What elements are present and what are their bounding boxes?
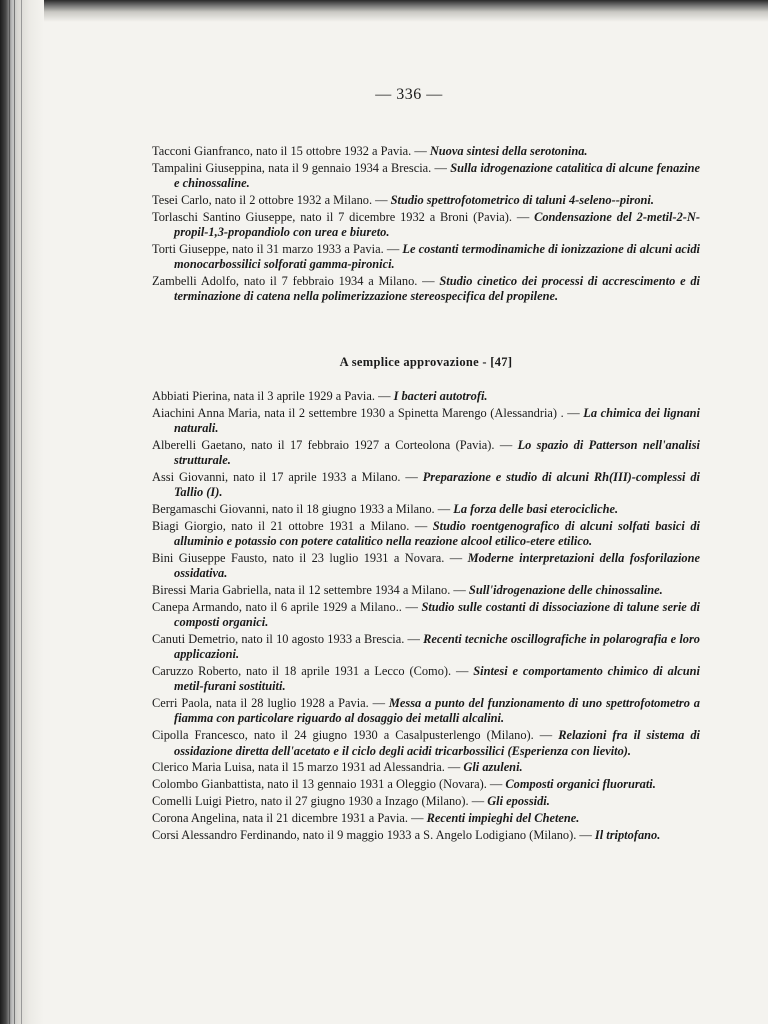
entry-thesis-title: Condensazione del 2-metil-2-N-propil-1,3-propandiolo con urea e biureto.	[174, 209, 700, 239]
entry-person: Caruzzo Roberto, nato il 18 aprile 1931 a Lecco (Como). —	[152, 664, 474, 679]
entry-thesis-title: Studio roentgenografico di alcuni solfati basici di alluminio e potassio con potere catalitico nella reazione alcool etilico-etere etilico.	[174, 518, 700, 549]
list-entry	[152, 583, 700, 598]
entry-thesis-title: Gli epossidi.	[487, 793, 550, 808]
entry-thesis-title: Il triptofano.	[594, 827, 661, 842]
list-entry	[152, 406, 700, 437]
entry-thesis-title: Composti organici fluorurati.	[505, 777, 656, 792]
entry-thesis-title: Sulla idrogenazione catalitica di alcune fenazine e chinossaline.	[174, 160, 700, 191]
entry-thesis-title: Gli azuleni.	[463, 760, 523, 775]
list-entry	[152, 551, 700, 582]
entry-person: Cipolla Francesco, nato il 24 giugno 1930 a Casalpusterlengo (Milano). —	[152, 728, 559, 743]
entry-person: Colombo Gianbattista, nato il 13 gennaio 1931 a Oleggio (Novara). —	[152, 777, 506, 792]
entry-thesis-title: La chimica dei lignani naturali.	[174, 405, 700, 436]
entry-person: Biagi Giorgio, nato il 21 ottobre 1931 a Milano. —	[152, 518, 433, 533]
entry-thesis-title: Preparazione e studio di alcuni Rh(III)-complessi di Tallio (I).	[174, 469, 700, 500]
list-entry	[152, 502, 700, 517]
list-entry	[152, 519, 700, 550]
entry-person: Cerri Paola, nata il 28 luglio 1928 a Pavia. —	[152, 696, 389, 711]
list-entry	[152, 274, 700, 305]
section-heading: A semplice approvazione - [47]	[339, 355, 513, 369]
entry-thesis-title: Sintesi e comportamento chimico di alcuni metil-furani sostituiti.	[174, 664, 700, 694]
entry-thesis-title: Recenti impieghi del Chetene.	[426, 810, 580, 825]
entry-thesis-title: Studio cinetico dei processi di accrescimento e di terminazione di catena nella polimerizzazione stereospecifica del propilene.	[174, 273, 701, 304]
entry-thesis-title: Relazioni fra il sistema di ossidazione diretta dell'acetato e il ciclo degli acidi tricarbossilici (Esperienza con lievito).	[174, 728, 701, 758]
entry-person: Biressi Maria Gabriella, nata il 12 settembre 1934 a Milano. —	[152, 583, 469, 598]
entry-person: Bini Giuseppe Fausto, nato il 23 luglio 1931 a Novara. —	[152, 550, 468, 565]
list-entry	[152, 664, 700, 695]
list-entry	[152, 794, 700, 809]
list-entry	[152, 193, 700, 208]
entry-list-semplice-approvazione	[152, 389, 700, 844]
list-entry	[152, 760, 700, 775]
entry-thesis-title: Sull'idrogenazione delle chinossaline.	[468, 583, 663, 598]
entry-person: Tacconi Gianfranco, nato il 15 ottobre 1932 a Pavia. —	[152, 144, 430, 158]
list-entry	[152, 811, 700, 826]
entry-person: Bergamaschi Giovanni, nato il 18 giugno 1933 a Milano. —	[152, 502, 454, 517]
entry-person: Canuti Demetrio, nato il 10 agosto 1933 a Brescia. —	[152, 631, 424, 646]
entry-thesis-title: Messa a punto del funzionamento di uno spettrofotometro a fiamma con particolare riguardo al dosaggio dei metalli alcalini.	[174, 696, 700, 726]
entry-person: Alberelli Gaetano, nato il 17 febbraio 1927 a Corteolona (Pavia). —	[152, 437, 518, 452]
entry-person: Aiachini Anna Maria, nata il 2 settembre 1930 a Spinetta Marengo (Alessandria) . —	[152, 405, 584, 420]
entry-person: Corsi Alessandro Ferdinando, nato il 9 maggio 1933 a S. Angelo Lodigiano (Milano). —	[152, 827, 595, 842]
entry-person: Clerico Maria Luisa, nata il 15 marzo 1931 ad Alessandria. —	[152, 760, 464, 775]
entry-thesis-title: Studio spettrofotometrico di taluni 4-seleno--pironi.	[390, 192, 654, 207]
entry-person: Abbiati Pierina, nata il 3 aprile 1929 a Pavia. —	[152, 389, 394, 403]
entry-person: Tesei Carlo, nato il 2 ottobre 1932 a Milano. —	[152, 192, 391, 207]
entry-thesis-title: La forza delle basi eterocicliche.	[453, 502, 619, 517]
list-entry	[152, 777, 700, 792]
entry-person: Corona Angelina, nata il 21 dicembre 1931 a Pavia. —	[152, 810, 427, 825]
list-entry	[152, 696, 700, 727]
entry-thesis-title: Le costanti termodinamiche di ionizzazione di alcuni acidi monocarbossilici solforati gamma-pironici.	[174, 241, 700, 272]
list-entry	[152, 438, 700, 469]
entry-thesis-title: Studio sulle costanti di dissociazione di talune serie di composti organici.	[174, 599, 700, 630]
entry-person: Zambelli Adolfo, nato il 7 febbraio 1934 a Milano. —	[152, 273, 440, 288]
list-entry	[152, 600, 700, 631]
entry-person: Comelli Luigi Pietro, nato il 27 giugno 1930 a Inzago (Milano). —	[152, 793, 488, 808]
entry-person: Canepa Armando, nato il 6 aprile 1929 a Milano.. —	[152, 599, 422, 614]
list-entry	[152, 242, 700, 273]
scan-top-edge	[0, 0, 768, 22]
entry-person: Assi Giovanni, nato il 17 aprile 1933 a Milano. —	[152, 469, 423, 484]
entry-person: Torlaschi Santino Giuseppe, nato il 7 dicembre 1932 a Broni (Pavia). —	[152, 209, 535, 224]
entry-list-top	[152, 144, 700, 306]
entry-thesis-title: Nuova sintesi della serotonina.	[429, 144, 588, 158]
list-entry	[152, 632, 700, 663]
list-entry	[152, 210, 700, 241]
scan-binding-edge	[0, 0, 44, 1024]
list-entry	[152, 470, 700, 501]
entry-person: Torti Giuseppe, nato il 31 marzo 1933 a Pavia. —	[152, 241, 403, 256]
list-entry	[152, 728, 700, 759]
list-entry	[152, 828, 700, 843]
page-number: — 336 —	[375, 86, 443, 103]
list-entry	[152, 389, 700, 404]
list-entry	[152, 144, 700, 159]
entry-person: Tampalini Giuseppina, nata il 9 gennaio 1934 a Brescia. —	[152, 160, 451, 175]
entry-thesis-title: Recenti tecniche oscillografiche in polarografia e loro applicazioni.	[174, 631, 700, 662]
entry-thesis-title: Moderne interpretazioni della fosforilazione ossidativa.	[174, 550, 700, 581]
entry-thesis-title: Lo spazio di Patterson nell'analisi strutturale.	[174, 437, 700, 468]
list-entry	[152, 161, 700, 192]
entry-thesis-title: I bacteri autotrofi.	[393, 389, 488, 403]
